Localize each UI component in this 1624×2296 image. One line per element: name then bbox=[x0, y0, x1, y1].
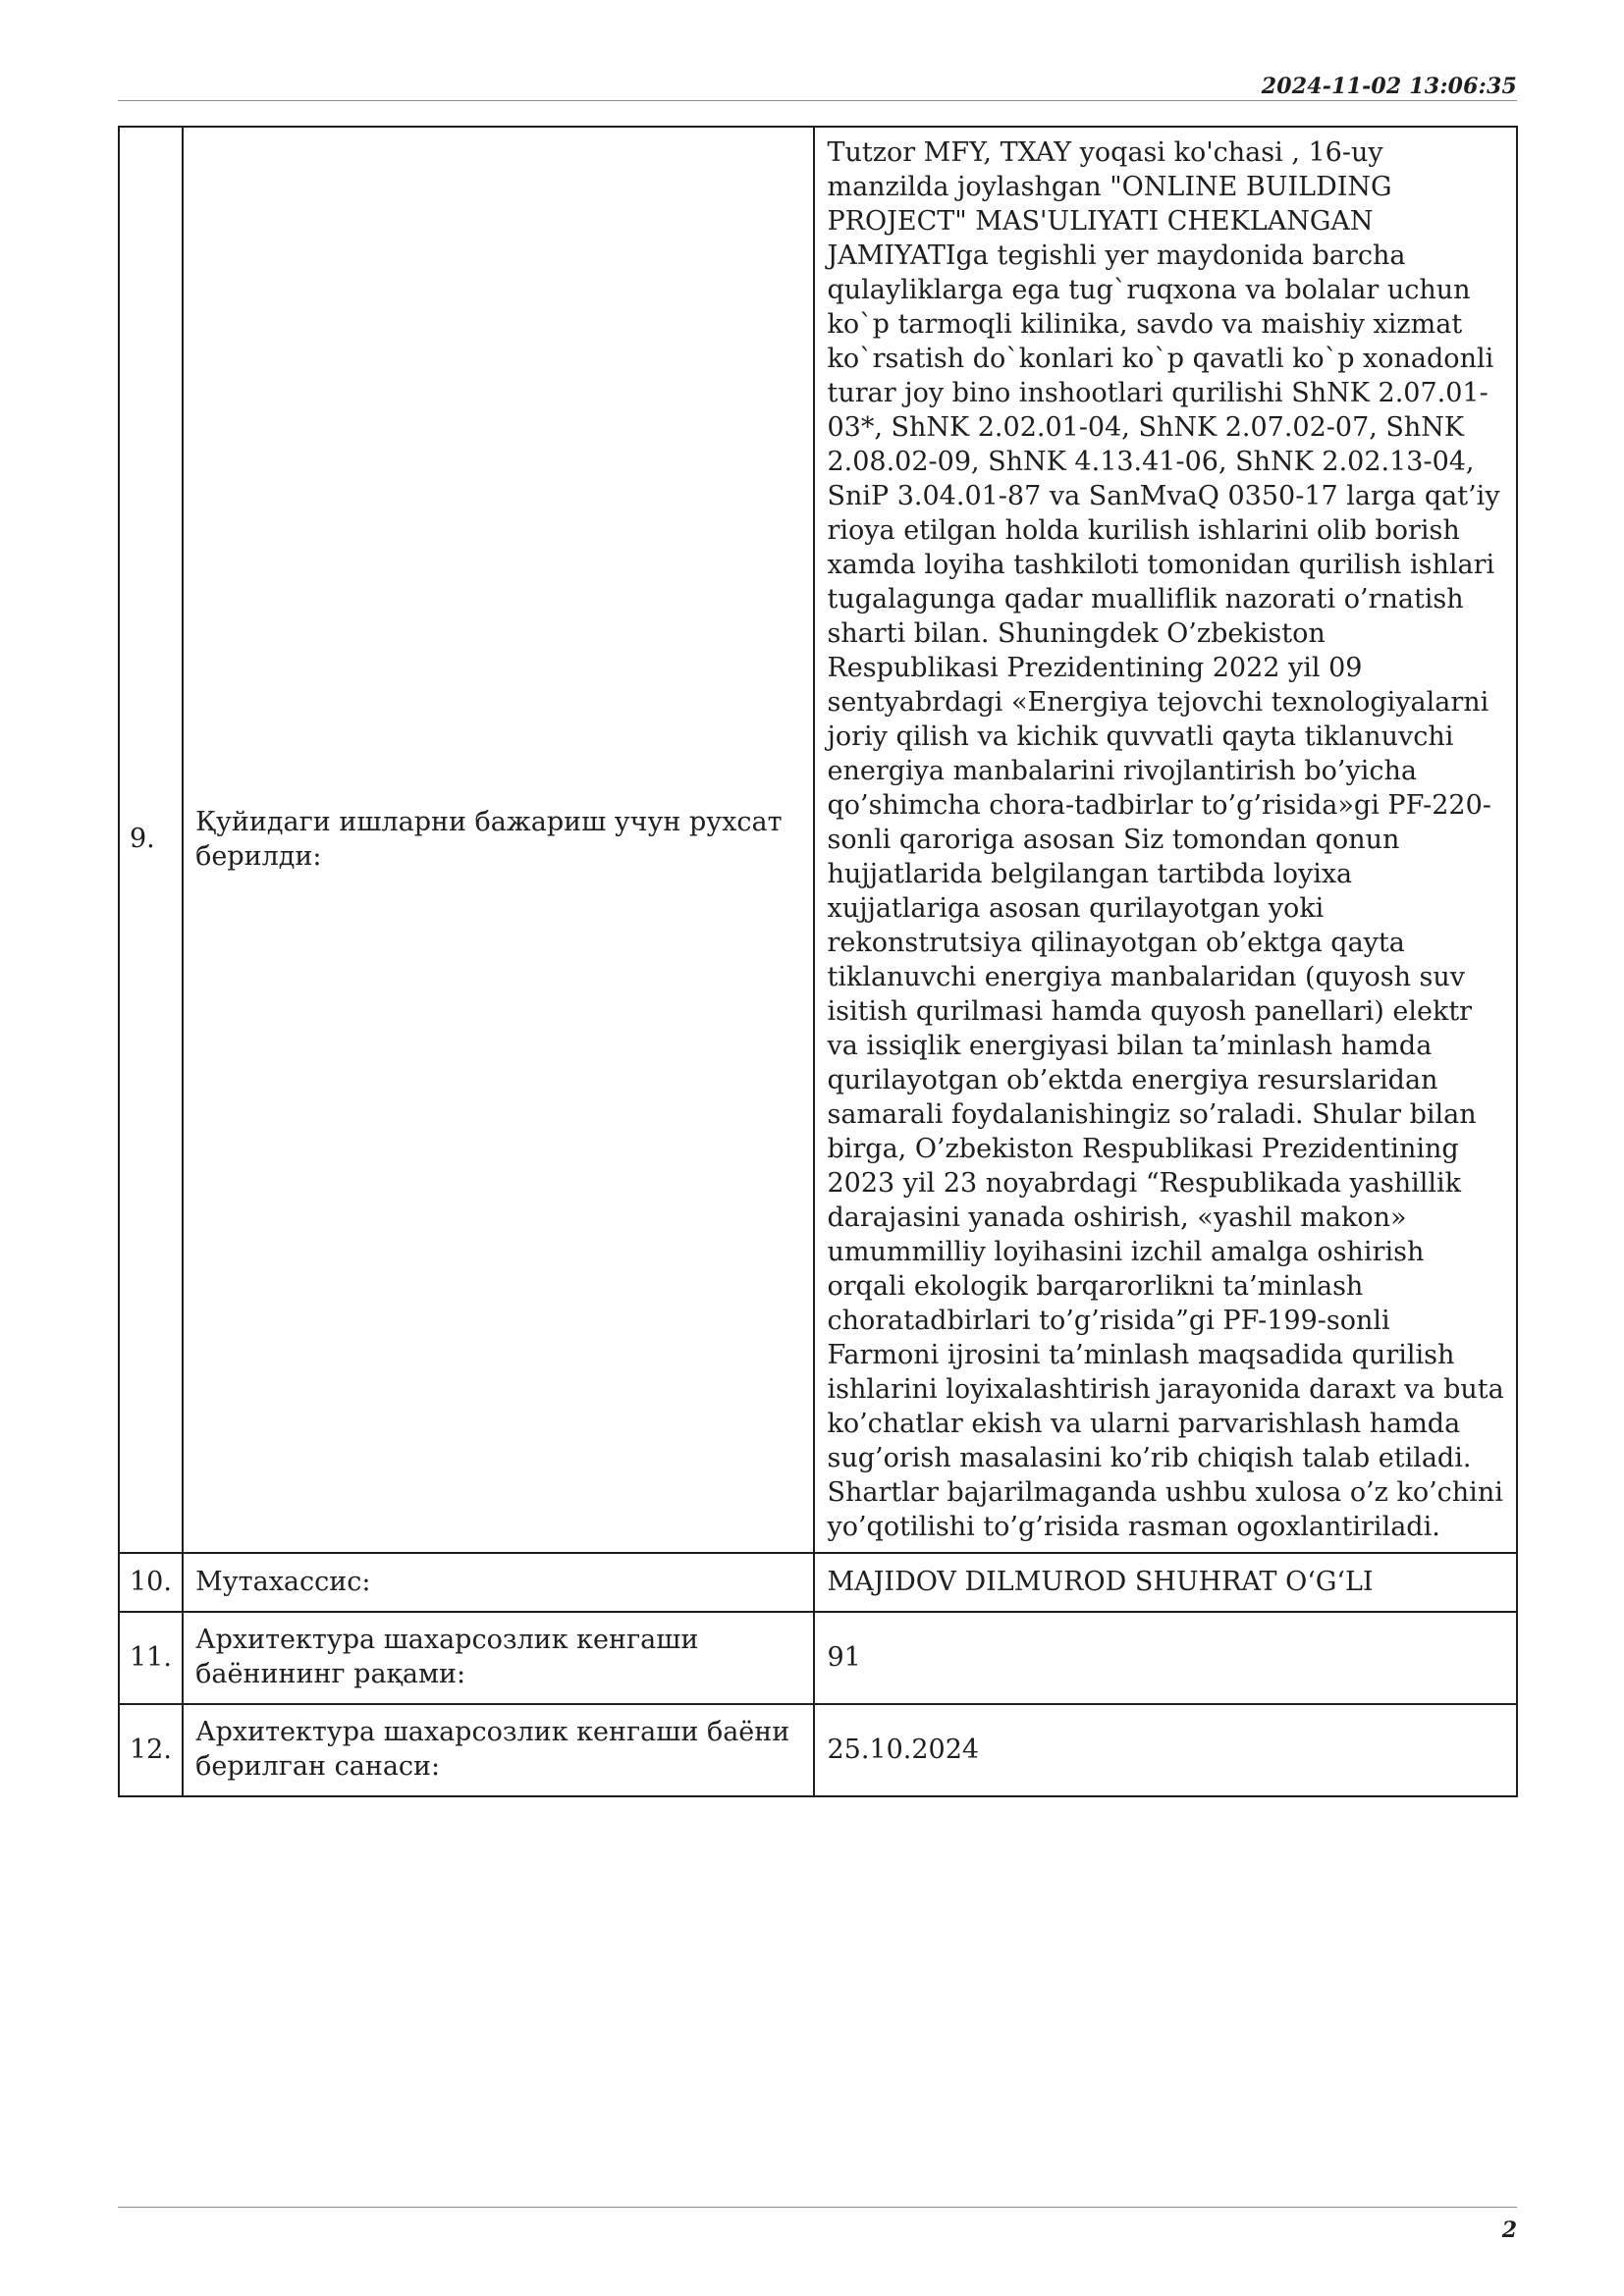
row-label: Қуйидаги ишларни бажариш учун рухсат берилди: bbox=[183, 127, 814, 1553]
page-footer bbox=[118, 2207, 1517, 2243]
header-timestamp: 2024-11-02 13:06:35 bbox=[1261, 74, 1517, 99]
document-table bbox=[118, 126, 1518, 1797]
table-row bbox=[119, 1704, 1517, 1796]
row-value bbox=[814, 127, 1517, 1553]
row-number: 9. bbox=[119, 127, 183, 1553]
page-header bbox=[118, 59, 1517, 101]
row-value: MAJIDOV DILMUROD SHUHRAT O‘G‘LI bbox=[814, 1553, 1517, 1612]
row-number: 11. bbox=[119, 1612, 183, 1704]
row-number: 12. bbox=[119, 1704, 183, 1796]
permit-conditions-text: Tutzor MFY, TXAY yoqasi ko'chasi , 16-uy manzilda joylashgan "ONLINE BUILDING PROJECT" MAS'ULIYATI CHEKLANGAN JAMIYATIga tegishli yer maydonida barcha qulayliklarga ega tug`ruqxona va bolalar uchun ko`p tarmoqli kilinika, savdo va maishiy xizmat ko`rsatish do`konlari ko`p qavatli ko`p xonadonli turar joy bino inshootlari qurilishi ShNK 2.07.01-03*, ShNK 2.02.01-04, ShNK 2.07.02-07, ShNK 2.08.02-09, ShNK 4.13.41-06, ShNK 2.02.13-04, SniP 3.04.01-87 va SanMvaQ 0350-17 larga qat’iy rioya etilgan holda kurilish ishlarini olib borish xamda loyiha tashkiloti tomonidan qurilish ishlari tugalagunga qadar mualliflik nazorati o’rnatish sharti bilan. Shuningdek O’zbekiston Respublikasi Prezidentining 2022 yil 09 sentyabrdagi «Energiya tejovchi texnologiyalarni joriy qilish va kichik quvvatli qayta tiklanuvchi energiya manbalarini rivojlantirish bo’yicha qo’shimcha chora-tadbirlar to’g’risida»gi PF-220- sonli qaroriga asosan Siz tomondan qonun hujjatlarida belgilangan tartibda loyixa xujjatlariga asosan qurilayotgan yoki rekonstrutsiya qilinayotgan ob’ektga qayta tiklanuvchi energiya manbalaridan (quyosh suv isitish qurilmasi hamda quyosh panellari) elektr va issiqlik energiyasi bilan ta’minlash hamda qurilayotgan ob’ektda energiya resurslaridan samarali foydalanishingiz so’raladi. Shular bilan birga, O’zbekiston Respublikasi Prezidentining 2023 yil 23 noyabrdagi “Respublikada yashillik darajasini yanada oshirish, «yashil makon» umummilliy loyihasini izchil amalga oshirish orqali ekologik barqarorlikni ta’minlash choratadbirlari to’g’risida”gi PF-199-sonli Farmoni ijrosini ta’minlash maqsadida qurilish ishlarini loyixalashtirish jarayonida daraxt va buta ko’chatlar ekish va ularni parvarishlash hamda sug’orish masalasini ko’rib chiqish talab etiladi. Shartlar bajarilmaganda ushbu xulosa o’z ko’chini yo’qotilishi to’g’risida rasman ogoxlantiriladi. bbox=[827, 137, 1504, 1542]
row-number: 10. bbox=[119, 1553, 183, 1612]
row-label: Мутахассис: bbox=[183, 1553, 814, 1612]
row-value: 25.10.2024 bbox=[814, 1704, 1517, 1796]
row-label: Архитектура шахарсозлик кенгаши баёнининг рақами: bbox=[183, 1612, 814, 1704]
table-row bbox=[119, 1612, 1517, 1704]
row-label: Архитектура шахарсозлик кенгаши баёни берилган санаси: bbox=[183, 1704, 814, 1796]
row-value: 91 bbox=[814, 1612, 1517, 1704]
table-row bbox=[119, 127, 1517, 1553]
page-number: 2 bbox=[1501, 2217, 1517, 2243]
table-row bbox=[119, 1553, 1517, 1612]
